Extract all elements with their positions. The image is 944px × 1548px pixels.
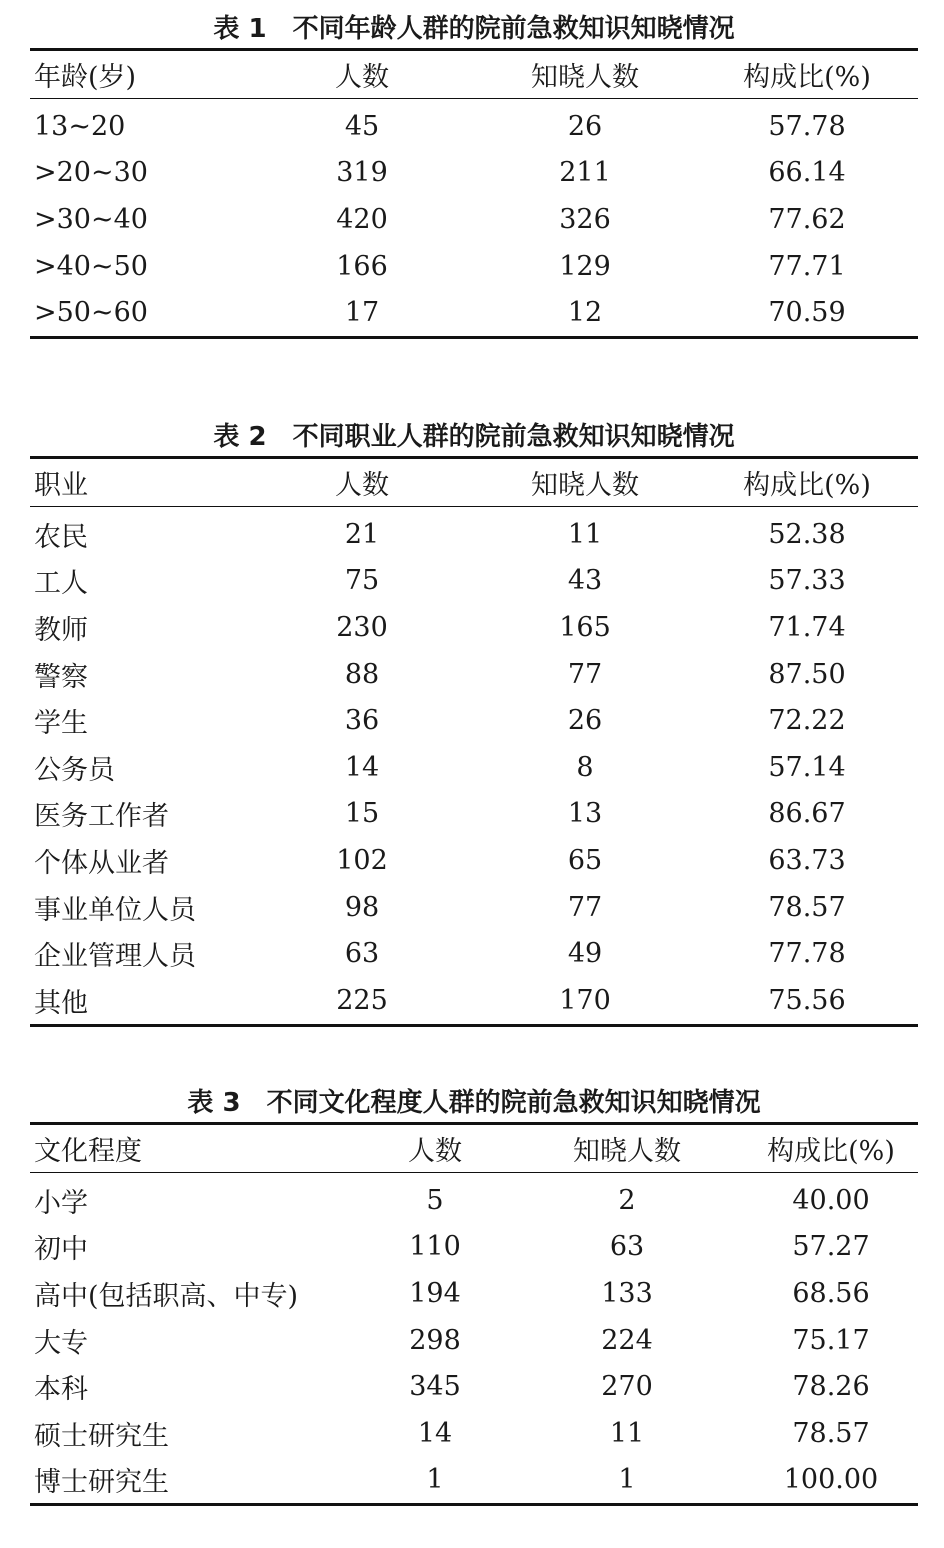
row-label-cell: 农民 bbox=[34, 521, 88, 553]
row-label-cell: 初中 bbox=[34, 1234, 88, 1266]
value-cell: 298 bbox=[409, 1324, 461, 1356]
row-label-cell: 大专 bbox=[34, 1327, 88, 1359]
value-cell: 230 bbox=[336, 611, 388, 643]
value-cell: 170 bbox=[559, 984, 611, 1016]
table-row bbox=[30, 697, 918, 744]
table-row bbox=[30, 651, 918, 698]
table-row bbox=[30, 1410, 918, 1457]
table-row bbox=[30, 977, 918, 1025]
row-label-cell: 硕士研究生 bbox=[34, 1420, 169, 1452]
value-cell: 86.67 bbox=[768, 798, 846, 830]
value-cell: 133 bbox=[601, 1277, 653, 1309]
value-cell: 43 bbox=[567, 565, 603, 597]
value-cell: 87.50 bbox=[768, 658, 846, 690]
table-row bbox=[30, 1224, 918, 1271]
value-cell: 21 bbox=[344, 518, 380, 550]
value-cell: 63 bbox=[609, 1231, 645, 1263]
value-cell: 165 bbox=[559, 611, 611, 643]
value-cell: 98 bbox=[344, 891, 380, 923]
value-cell: 72.22 bbox=[768, 705, 846, 737]
table-row bbox=[30, 289, 918, 337]
value-cell: 78.57 bbox=[792, 1417, 870, 1449]
row-label-cell: >30~40 bbox=[34, 203, 148, 235]
value-cell: 52.38 bbox=[768, 518, 846, 550]
row-label-cell: 13~20 bbox=[34, 110, 126, 142]
value-cell: 102 bbox=[336, 844, 388, 876]
row-label-cell: 学生 bbox=[34, 708, 88, 740]
row-label-cell: 高中(包括职高、中专) bbox=[34, 1280, 299, 1312]
value-cell: 75.17 bbox=[792, 1324, 870, 1356]
table-2-caption: 表 2 不同职业人群的院前急救知识知晓情况 bbox=[213, 422, 735, 452]
row-label-cell: 其他 bbox=[34, 987, 88, 1019]
value-cell: 88 bbox=[344, 658, 380, 690]
value-cell: 110 bbox=[409, 1231, 461, 1263]
table-row bbox=[30, 196, 918, 243]
value-cell: 70.59 bbox=[768, 297, 846, 329]
table-row bbox=[30, 930, 918, 977]
value-cell: 78.26 bbox=[792, 1371, 870, 1403]
table-1-header-count: 人数 bbox=[335, 62, 389, 93]
table-3-caption: 表 3 不同文化程度人群的院前急救知识知晓情况 bbox=[187, 1088, 761, 1118]
value-cell: 14 bbox=[344, 751, 380, 783]
value-cell: 63 bbox=[344, 938, 380, 970]
table-3-block bbox=[30, 1086, 918, 1506]
table-row bbox=[30, 1457, 918, 1505]
table-1-header-age: 年龄(岁) bbox=[34, 62, 137, 93]
value-cell: 75 bbox=[344, 565, 380, 597]
table-row bbox=[30, 1317, 918, 1364]
row-label-cell: 博士研究生 bbox=[34, 1467, 169, 1499]
table-3-header-education: 文化程度 bbox=[34, 1136, 142, 1167]
table-2-header-count: 人数 bbox=[335, 470, 389, 501]
value-cell: 12 bbox=[567, 297, 603, 329]
table-3-header-ratio: 构成比(%) bbox=[767, 1136, 895, 1167]
value-cell: 71.74 bbox=[768, 611, 846, 643]
table-row bbox=[30, 99, 918, 150]
row-label-cell: 警察 bbox=[34, 661, 88, 693]
value-cell: 57.33 bbox=[768, 565, 846, 597]
table-row bbox=[30, 837, 918, 884]
value-cell: 26 bbox=[567, 110, 603, 142]
value-cell: 224 bbox=[601, 1324, 653, 1356]
table-2-block bbox=[30, 420, 918, 1027]
table-1-body bbox=[30, 99, 918, 338]
value-cell: 11 bbox=[567, 518, 603, 550]
table-row bbox=[30, 791, 918, 838]
table-2-body bbox=[30, 507, 918, 1026]
row-label-cell: >20~30 bbox=[34, 157, 148, 189]
row-label-cell: 事业单位人员 bbox=[34, 894, 196, 926]
value-cell: 57.27 bbox=[792, 1231, 870, 1263]
table-1-header-aware: 知晓人数 bbox=[531, 62, 639, 93]
table-3-header-count: 人数 bbox=[408, 1136, 462, 1167]
row-label-cell: 医务工作者 bbox=[34, 801, 169, 833]
table-2-header-row bbox=[30, 458, 918, 507]
table-row bbox=[30, 604, 918, 651]
table-row bbox=[30, 744, 918, 791]
table-row bbox=[30, 1173, 918, 1224]
value-cell: 36 bbox=[344, 705, 380, 737]
value-cell: 68.56 bbox=[792, 1277, 870, 1309]
row-label-cell: 工人 bbox=[34, 568, 88, 600]
table-1-header-ratio: 构成比(%) bbox=[743, 62, 871, 93]
table-row bbox=[30, 507, 918, 558]
value-cell: 211 bbox=[559, 157, 611, 189]
table-2-header-ratio: 构成比(%) bbox=[743, 470, 871, 501]
value-cell: 2 bbox=[618, 1184, 636, 1216]
value-cell: 270 bbox=[601, 1371, 653, 1403]
value-cell: 326 bbox=[559, 203, 611, 235]
value-cell: 1 bbox=[426, 1464, 444, 1496]
table-3-body bbox=[30, 1173, 918, 1505]
value-cell: 17 bbox=[344, 297, 380, 329]
row-label-cell: 小学 bbox=[34, 1187, 88, 1219]
value-cell: 57.78 bbox=[768, 110, 846, 142]
value-cell: 11 bbox=[609, 1417, 645, 1449]
value-cell: 420 bbox=[336, 203, 388, 235]
table-1-header-row bbox=[30, 50, 918, 99]
table-3-header-aware: 知晓人数 bbox=[573, 1136, 681, 1167]
row-label-cell: 个体从业者 bbox=[34, 847, 169, 879]
table-3-header-row bbox=[30, 1124, 918, 1173]
value-cell: 49 bbox=[567, 938, 603, 970]
value-cell: 319 bbox=[336, 157, 388, 189]
value-cell: 78.57 bbox=[768, 891, 846, 923]
value-cell: 75.56 bbox=[768, 984, 846, 1016]
table-row bbox=[30, 150, 918, 197]
value-cell: 65 bbox=[567, 844, 603, 876]
value-cell: 166 bbox=[336, 250, 388, 282]
value-cell: 77.62 bbox=[768, 203, 846, 235]
value-cell: 26 bbox=[567, 705, 603, 737]
value-cell: 14 bbox=[417, 1417, 453, 1449]
row-label-cell: 教师 bbox=[34, 614, 88, 646]
value-cell: 45 bbox=[344, 110, 380, 142]
table-row bbox=[30, 558, 918, 605]
row-label-cell: >50~60 bbox=[34, 297, 148, 329]
row-label-cell: 企业管理人员 bbox=[34, 941, 196, 973]
value-cell: 63.73 bbox=[768, 844, 846, 876]
value-cell: 66.14 bbox=[768, 157, 846, 189]
value-cell: 15 bbox=[344, 798, 380, 830]
table-row bbox=[30, 884, 918, 931]
value-cell: 77.71 bbox=[768, 250, 846, 282]
table-1 bbox=[30, 48, 918, 339]
row-label-cell: 公务员 bbox=[34, 754, 115, 786]
table-3 bbox=[30, 1122, 918, 1506]
value-cell: 129 bbox=[559, 250, 611, 282]
value-cell: 57.14 bbox=[768, 751, 846, 783]
value-cell: 194 bbox=[409, 1277, 461, 1309]
table-2 bbox=[30, 456, 918, 1027]
table-row bbox=[30, 1270, 918, 1317]
row-label-cell: >40~50 bbox=[34, 250, 148, 282]
value-cell: 13 bbox=[567, 798, 603, 830]
value-cell: 5 bbox=[426, 1184, 444, 1216]
value-cell: 77 bbox=[567, 891, 603, 923]
table-2-header-aware: 知晓人数 bbox=[531, 470, 639, 501]
value-cell: 77.78 bbox=[768, 938, 846, 970]
row-label-cell: 本科 bbox=[34, 1374, 88, 1406]
table-1-block bbox=[30, 12, 918, 339]
value-cell: 8 bbox=[576, 751, 594, 783]
table-1-caption: 表 1 不同年龄人群的院前急救知识知晓情况 bbox=[213, 14, 735, 44]
value-cell: 225 bbox=[336, 984, 388, 1016]
value-cell: 1 bbox=[618, 1464, 636, 1496]
table-row bbox=[30, 1363, 918, 1410]
value-cell: 345 bbox=[409, 1371, 461, 1403]
value-cell: 100.00 bbox=[783, 1464, 879, 1496]
value-cell: 40.00 bbox=[792, 1184, 870, 1216]
table-2-header-occupation: 职业 bbox=[34, 470, 88, 501]
value-cell: 77 bbox=[567, 658, 603, 690]
table-row bbox=[30, 243, 918, 290]
